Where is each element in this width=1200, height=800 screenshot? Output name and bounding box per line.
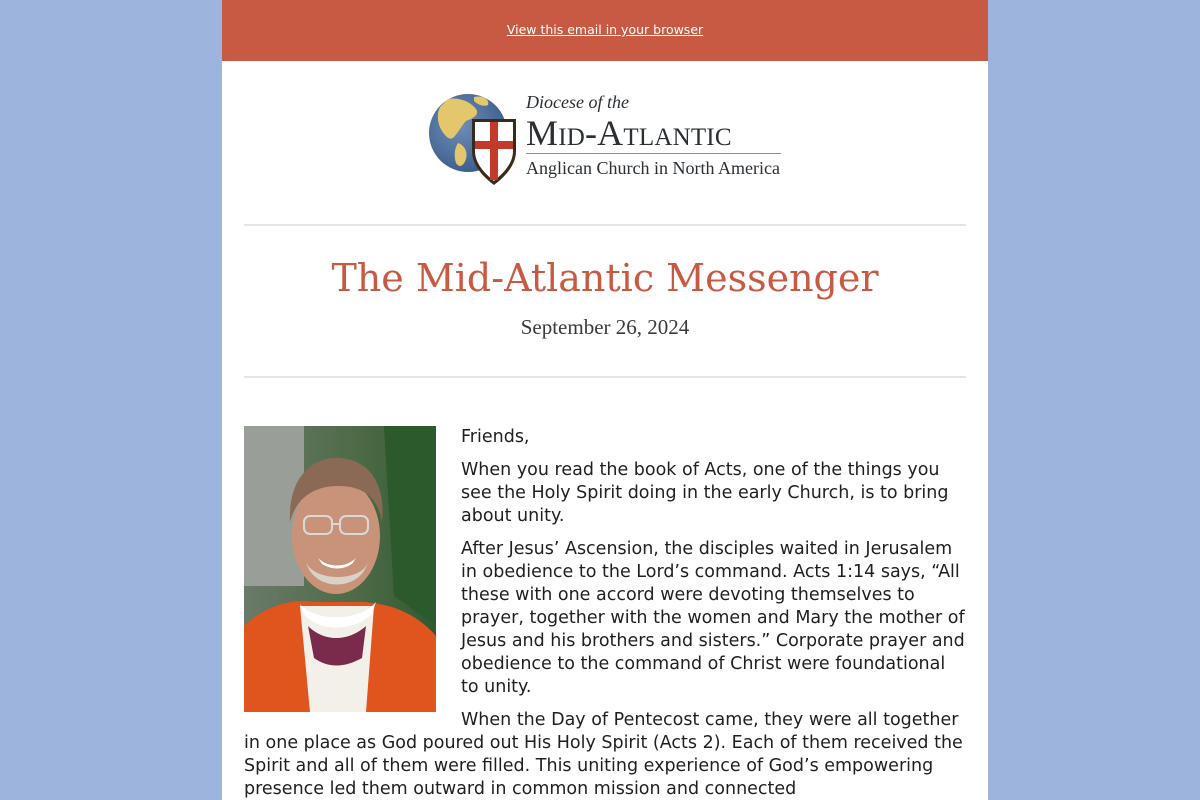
masthead — [222, 226, 988, 376]
logo-line-mid-atlantic: Mid-Atlantic — [526, 113, 732, 153]
logo-line-acna: Anglican Church in North America — [526, 158, 780, 178]
article-body — [222, 378, 988, 800]
logo-rule — [526, 153, 781, 154]
logo-line-diocese: Diocese of the — [526, 92, 629, 112]
newsletter-date: September 26, 2024 — [520, 315, 690, 339]
bishop-portrait-image — [244, 426, 436, 712]
article-paragraph-3: After Jesus’ Ascension, the disciples waited in Jerusalem in obedience to the Lord’s command. Acts 1:14 says, “All these with one accord were devoting themselves to prayer, together with the women and Mary the mother of Jesus and his brothers and sisters.” Corporate prayer and obedience to the command of Christ were foundational to unity. — [461, 539, 965, 697]
logo-section — [222, 61, 988, 224]
email-container — [222, 0, 988, 800]
article-paragraph-2: When you read the book of Acts, one of the things you see the Holy Spirit doing in the early Church, is to bring about unity. — [461, 460, 949, 526]
diocese-logo[interactable] — [428, 89, 788, 191]
globe-shield-icon — [428, 89, 524, 189]
top-banner — [222, 0, 988, 61]
newsletter-title: The Mid-Atlantic Messenger — [331, 256, 879, 300]
article-paragraph-1: Friends, — [461, 427, 530, 447]
view-in-browser-link[interactable]: View this email in your browser — [506, 22, 704, 37]
article-paragraph-4: When the Day of Pentecost came, they were all together in one place as God poured out His Holy Spirit (Acts 2). Each of them received the Spirit and all of them were filled. This uniting experience of God’s empowering presence led them outward in common mission and connected — [244, 710, 963, 799]
